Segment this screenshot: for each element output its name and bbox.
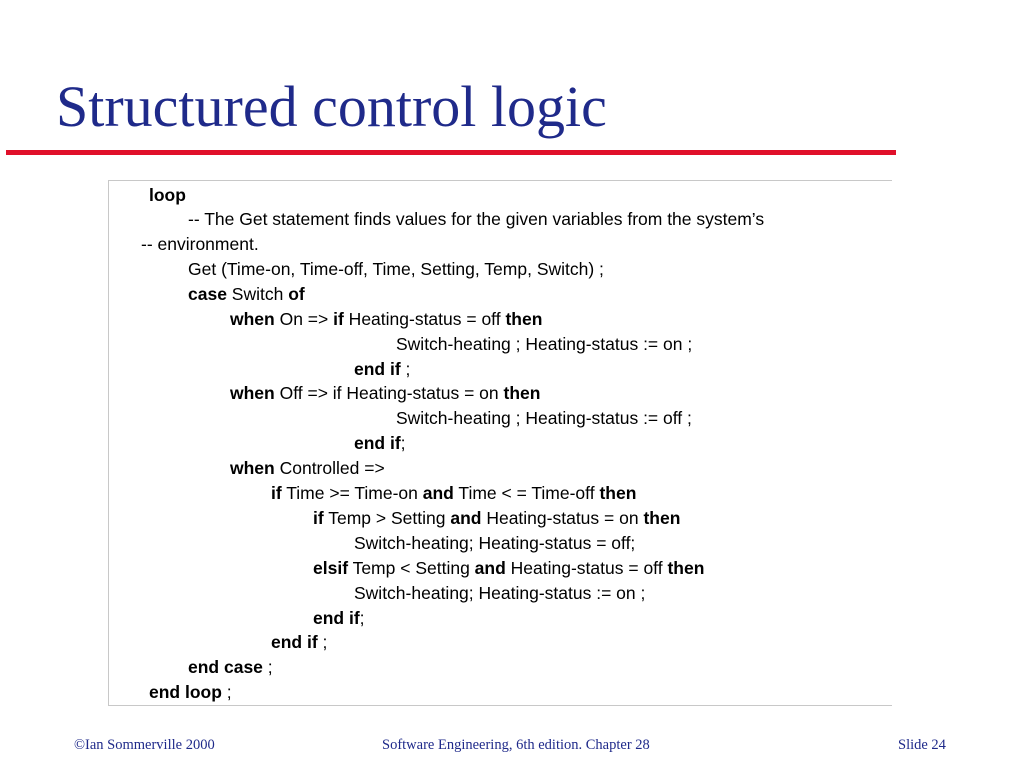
code-comment-line bbox=[188, 211, 764, 229]
keyword: then bbox=[503, 383, 541, 403]
code-line bbox=[354, 585, 645, 603]
keyword: end if bbox=[354, 433, 401, 453]
statement-text: ; bbox=[400, 433, 406, 453]
keyword: then bbox=[599, 483, 637, 503]
code-line bbox=[271, 485, 636, 503]
comment-text: -- environment. bbox=[141, 234, 259, 254]
statement-text: ; bbox=[317, 632, 328, 652]
code-line bbox=[188, 261, 604, 279]
code-line bbox=[188, 659, 273, 677]
statement-text: Switch-heating ; Heating-status := on ; bbox=[396, 334, 693, 354]
code-line bbox=[313, 560, 704, 578]
code-line bbox=[396, 410, 692, 428]
statement-text: ; bbox=[400, 359, 411, 379]
code-line bbox=[354, 435, 406, 453]
statement-text: Heating-status = off bbox=[505, 558, 668, 578]
keyword: and bbox=[474, 558, 506, 578]
code-line bbox=[230, 460, 385, 478]
keyword: of bbox=[288, 284, 305, 304]
slide-title: Structured control logic bbox=[56, 74, 607, 139]
footer-copyright: ©Ian Sommerville 2000 bbox=[74, 737, 215, 753]
statement-text: Get (Time-on, Time-off, Time, Setting, Temp, Switch) ; bbox=[188, 259, 604, 279]
keyword: if bbox=[313, 508, 324, 528]
code-line bbox=[188, 286, 305, 304]
keyword: case bbox=[188, 284, 227, 304]
keyword: and bbox=[450, 508, 482, 528]
footer-book-title: Software Engineering, 6th edition. Chapter 28 bbox=[382, 737, 650, 753]
keyword: loop bbox=[149, 185, 186, 205]
footer-slide-number: Slide 24 bbox=[898, 737, 946, 753]
code-line bbox=[396, 336, 692, 354]
statement-text: On => bbox=[274, 309, 334, 329]
statement-text: Switch bbox=[226, 284, 289, 304]
keyword: end if bbox=[354, 359, 401, 379]
statement-text: Time < = Time-off bbox=[453, 483, 600, 503]
statement-text: Heating-status = on bbox=[481, 508, 644, 528]
keyword: if bbox=[333, 309, 344, 329]
statement-text: ; bbox=[262, 657, 273, 677]
keyword: if bbox=[271, 483, 282, 503]
code-line bbox=[313, 610, 365, 628]
code-comment-line bbox=[141, 236, 259, 254]
code-line bbox=[149, 684, 232, 702]
code-line bbox=[149, 187, 186, 205]
statement-text: Temp > Setting bbox=[323, 508, 451, 528]
statement-text: Temp < Setting bbox=[348, 558, 475, 578]
keyword: and bbox=[422, 483, 454, 503]
code-line bbox=[271, 634, 327, 652]
code-line bbox=[230, 311, 542, 329]
keyword: end if bbox=[271, 632, 318, 652]
statement-text: Switch-heating; Heating-status = off; bbox=[354, 533, 636, 553]
keyword: elsif bbox=[313, 558, 349, 578]
statement-text: ; bbox=[359, 608, 365, 628]
statement-text: Off => if Heating-status = on bbox=[274, 383, 504, 403]
statement-text: Time >= Time-on bbox=[281, 483, 423, 503]
keyword: end case bbox=[188, 657, 263, 677]
keyword: when bbox=[230, 309, 275, 329]
keyword: then bbox=[643, 508, 681, 528]
code-line bbox=[313, 510, 680, 528]
code-line bbox=[230, 385, 540, 403]
code-line bbox=[354, 535, 635, 553]
keyword: when bbox=[230, 383, 275, 403]
keyword: then bbox=[667, 558, 705, 578]
statement-text: ; bbox=[221, 682, 232, 702]
keyword: then bbox=[505, 309, 543, 329]
comment-text: -- The Get statement finds values for the given variables from the system’s bbox=[188, 209, 765, 229]
statement-text: Controlled => bbox=[274, 458, 385, 478]
statement-text: Heating-status = off bbox=[343, 309, 506, 329]
code-line bbox=[354, 361, 410, 379]
statement-text: Switch-heating ; Heating-status := off ; bbox=[396, 408, 692, 428]
statement-text: Switch-heating; Heating-status := on ; bbox=[354, 583, 646, 603]
keyword: end if bbox=[313, 608, 360, 628]
keyword: end loop bbox=[149, 682, 222, 702]
title-underline bbox=[6, 150, 896, 155]
code-block bbox=[108, 180, 892, 706]
keyword: when bbox=[230, 458, 275, 478]
